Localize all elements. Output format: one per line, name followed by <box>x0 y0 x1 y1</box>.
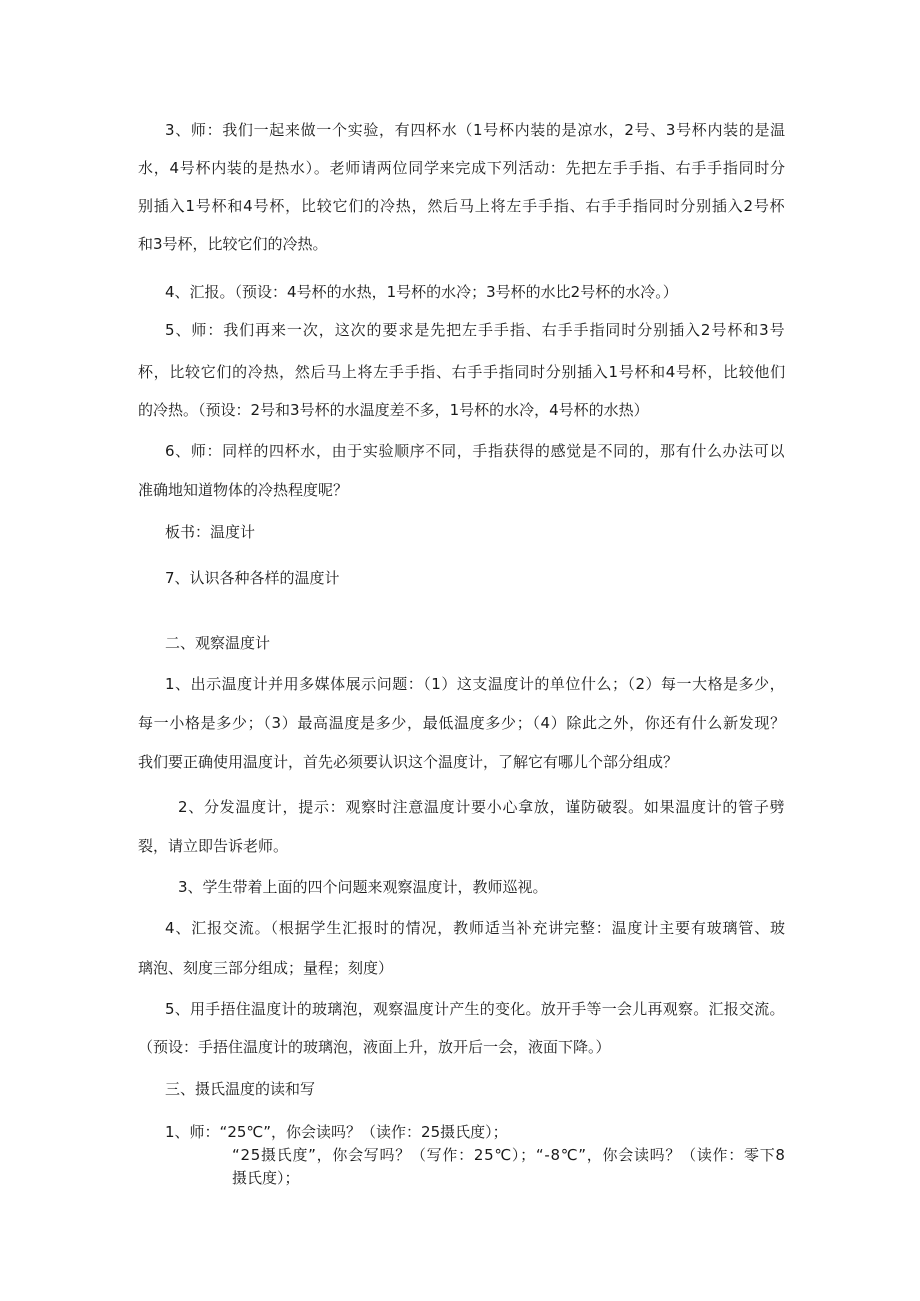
paragraph-line: 5、用手捂住温度计的玻璃泡，观察温度计产生的变化。放开手等一会儿再观察。汇报交流。 <box>165 1000 785 1018</box>
paragraph-line: “25摄氏度”，你会写吗？（写作：25℃）；“-8℃”，你会读吗？（读作：零下8 <box>232 1146 786 1164</box>
paragraph-line: 板书：温度计 <box>165 523 256 541</box>
paragraph-line: 1、出示温度计并用多媒体展示问题：（1）这支温度计的单位什么；（2）每一大格是多少， <box>165 675 786 693</box>
paragraph-line: 摄氏度）； <box>232 1169 300 1187</box>
paragraph-line: 4、汇报。（预设：4号杯的水热，1号杯的水冷；3号杯的水比2号杯的水冷。） <box>165 283 678 301</box>
section-heading: 三、摄氏温度的读和写 <box>165 1080 316 1098</box>
paragraph-line: 4、汇报交流。（根据学生汇报时的情况，教师适当补充讲完整：温度计主要有玻璃管、玻 <box>165 919 786 937</box>
paragraph-line: 5、师：我们再来一次，这次的要求是先把左手手指、右手手指同时分别插入2号杯和3号 <box>165 321 786 339</box>
paragraph-line: 7、认识各种各样的温度计 <box>165 569 340 587</box>
paragraph-line: 裂，请立即告诉老师。 <box>138 837 289 855</box>
paragraph-line: 每一小格是多少；（3）最高温度是多少，最低温度多少；（4）除此之外，你还有什么新发现？ <box>138 714 786 732</box>
section-heading: 二、观察温度计 <box>165 634 271 652</box>
paragraph-line: 2、分发温度计，提示：观察时注意温度计要小心拿放，谨防破裂。如果温度计的管子劈 <box>178 798 786 816</box>
paragraph-line: 3、师：我们一起来做一个实验，有四杯水（1号杯内装的是凉水，2号、3号杯内装的是温 <box>165 121 786 139</box>
paragraph-line: 的冷热。（预设：2号和3号杯的水温度差不多，1号杯的水冷，4号杯的水热） <box>138 401 649 419</box>
paragraph-line: 杯，比较它们的冷热，然后马上将左手手指、右手手指同时分别插入1号杯和4号杯，比较他们 <box>138 363 786 381</box>
paragraph-line: 别插入1号杯和4号杯，比较它们的冷热，然后马上将左手手指、右手手指同时分别插入2号杯 <box>138 197 786 215</box>
paragraph-line: 6、师：同样的四杯水，由于实验顺序不同，手指获得的感觉是不同的，那有什么办法可以 <box>165 442 786 460</box>
paragraph-line: 我们要正确使用温度计，首先必须要认识这个温度计，了解它有哪儿个部分组成？ <box>138 753 679 771</box>
paragraph-line: 水，4号杯内装的是热水）。老师请两位同学来完成下列活动：先把左手手指、右手手指同时分 <box>138 159 786 177</box>
paragraph-line: （预设：手捂住温度计的玻璃泡，液面上升，放开后一会，液面下降。） <box>138 1038 611 1056</box>
paragraph-line: 璃泡、刻度三部分组成；量程；刻度） <box>138 959 394 977</box>
paragraph-line: 3、学生带着上面的四个问题来观察温度计，教师巡视。 <box>178 878 548 896</box>
paragraph-line: 和3号杯，比较它们的冷热。 <box>138 235 328 253</box>
paragraph-line: 1、师：“25℃”，你会读吗？（读作：25摄氏度）； <box>165 1123 508 1141</box>
paragraph-line: 准确地知道物体的冷热程度呢？ <box>138 481 349 499</box>
